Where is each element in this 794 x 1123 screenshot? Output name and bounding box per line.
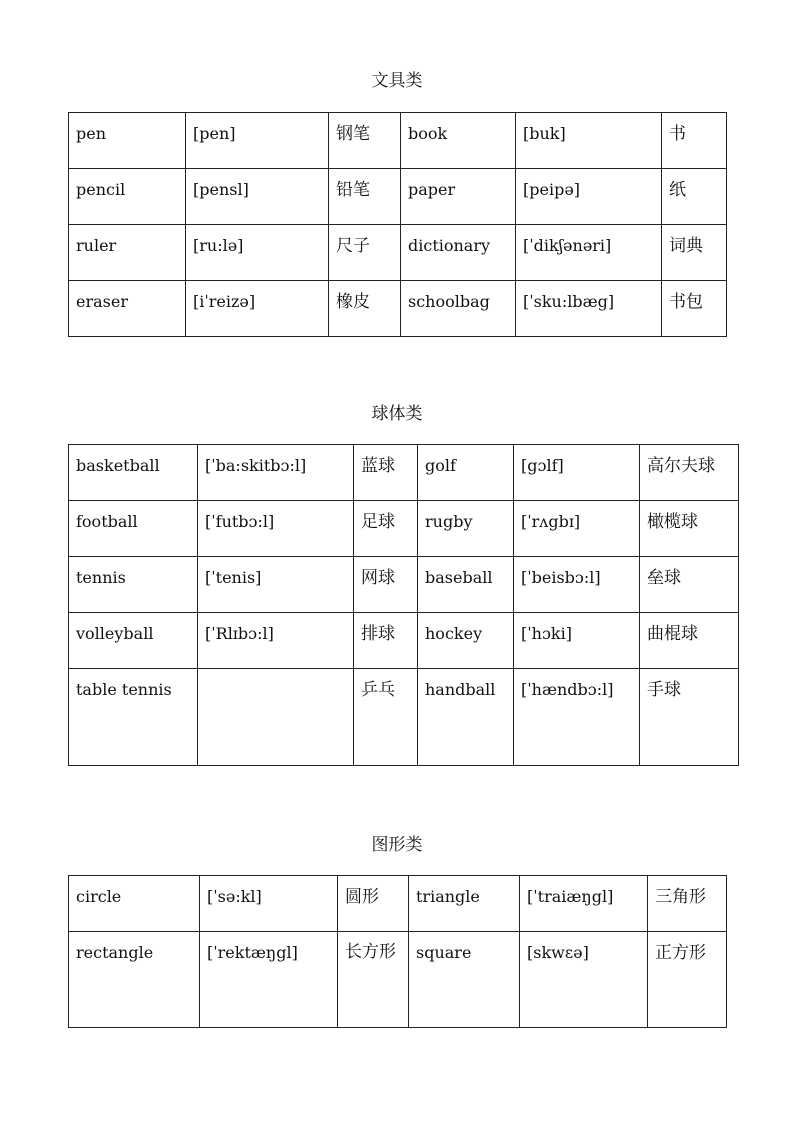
word-cell: tennis xyxy=(69,557,198,613)
meaning-cell: 橄榄球 xyxy=(640,501,739,557)
phonetic-cell: [gɔlf] xyxy=(514,445,640,501)
table-row xyxy=(69,557,739,613)
meaning-cell: 三角形 xyxy=(648,876,727,932)
phonetic-cell: [peipə] xyxy=(516,169,662,225)
table-row xyxy=(69,445,739,501)
meaning-cell: 长方形 xyxy=(338,932,409,1028)
phonetic-cell: [ˈbeisbɔ:l] xyxy=(514,557,640,613)
meaning-cell: 橡皮 xyxy=(329,281,401,337)
table-row xyxy=(69,169,727,225)
phonetic-cell: [ˈdikʃənəri] xyxy=(516,225,662,281)
word-cell: pencil xyxy=(69,169,186,225)
word-cell: basketball xyxy=(69,445,198,501)
meaning-cell: 曲棍球 xyxy=(640,613,739,669)
word-cell: table tennis xyxy=(69,669,198,766)
table-row xyxy=(69,613,739,669)
phonetic-cell: [ˈba:skitbɔ:l] xyxy=(198,445,354,501)
meaning-cell: 高尔夫球 xyxy=(640,445,739,501)
table-row xyxy=(69,225,727,281)
word-cell: golf xyxy=(418,445,514,501)
phonetic-cell: [ru:lə] xyxy=(186,225,329,281)
phonetic-cell: [ˈRlɪbɔ:l] xyxy=(198,613,354,669)
word-cell: hockey xyxy=(418,613,514,669)
stationery-table xyxy=(68,112,727,337)
table-row xyxy=(69,669,739,766)
word-cell: rugby xyxy=(418,501,514,557)
phonetic-cell: [ˈhændbɔ:l] xyxy=(514,669,640,766)
phonetic-cell: [ˈtenis] xyxy=(198,557,354,613)
word-cell: handball xyxy=(418,669,514,766)
table-row xyxy=(69,932,727,1028)
word-cell: dictionary xyxy=(401,225,516,281)
phonetic-cell: [ˈsku:lbæg] xyxy=(516,281,662,337)
meaning-cell: 乒乓 xyxy=(354,669,418,766)
table-row xyxy=(69,876,727,932)
phonetic-cell: [ˈtraiæŋgl] xyxy=(520,876,648,932)
meaning-cell: 书 xyxy=(662,113,727,169)
word-cell: book xyxy=(401,113,516,169)
meaning-cell: 铅笔 xyxy=(329,169,401,225)
section-title-stationery: 文具类 xyxy=(371,71,423,91)
word-cell: circle xyxy=(69,876,200,932)
meaning-cell: 书包 xyxy=(662,281,727,337)
phonetic-cell: [iˈreizə] xyxy=(186,281,329,337)
meaning-cell: 尺子 xyxy=(329,225,401,281)
meaning-cell: 足球 xyxy=(354,501,418,557)
phonetic-cell: [pensl] xyxy=(186,169,329,225)
balls-table xyxy=(68,444,739,766)
word-cell: square xyxy=(409,932,520,1028)
phonetic-cell: [ˈsə:kl] xyxy=(200,876,338,932)
phonetic-cell: [ˈhɔki] xyxy=(514,613,640,669)
shapes-table xyxy=(68,875,727,1028)
word-cell: eraser xyxy=(69,281,186,337)
word-cell: pen xyxy=(69,113,186,169)
word-cell: paper xyxy=(401,169,516,225)
word-cell: rectangle xyxy=(69,932,200,1028)
meaning-cell: 圆形 xyxy=(338,876,409,932)
meaning-cell: 手球 xyxy=(640,669,739,766)
phonetic-cell: [ˈrʌgbɪ] xyxy=(514,501,640,557)
meaning-cell: 词典 xyxy=(662,225,727,281)
table-row xyxy=(69,281,727,337)
phonetic-cell: [ˈfutbɔ:l] xyxy=(198,501,354,557)
meaning-cell: 纸 xyxy=(662,169,727,225)
table-row xyxy=(69,113,727,169)
word-cell: schoolbag xyxy=(401,281,516,337)
phonetic-cell: [pen] xyxy=(186,113,329,169)
word-cell: triangle xyxy=(409,876,520,932)
phonetic-cell: [skwɛə] xyxy=(520,932,648,1028)
meaning-cell: 正方形 xyxy=(648,932,727,1028)
word-cell: volleyball xyxy=(69,613,198,669)
phonetic-cell: [ˈrektæŋgl] xyxy=(200,932,338,1028)
word-cell: baseball xyxy=(418,557,514,613)
phonetic-cell: [buk] xyxy=(516,113,662,169)
section-title-balls: 球体类 xyxy=(371,404,423,424)
word-cell: football xyxy=(69,501,198,557)
meaning-cell: 蓝球 xyxy=(354,445,418,501)
table-row xyxy=(69,501,739,557)
phonetic-cell xyxy=(198,669,354,766)
word-cell: ruler xyxy=(69,225,186,281)
meaning-cell: 垒球 xyxy=(640,557,739,613)
meaning-cell: 网球 xyxy=(354,557,418,613)
meaning-cell: 钢笔 xyxy=(329,113,401,169)
section-title-shapes: 图形类 xyxy=(371,835,423,855)
meaning-cell: 排球 xyxy=(354,613,418,669)
